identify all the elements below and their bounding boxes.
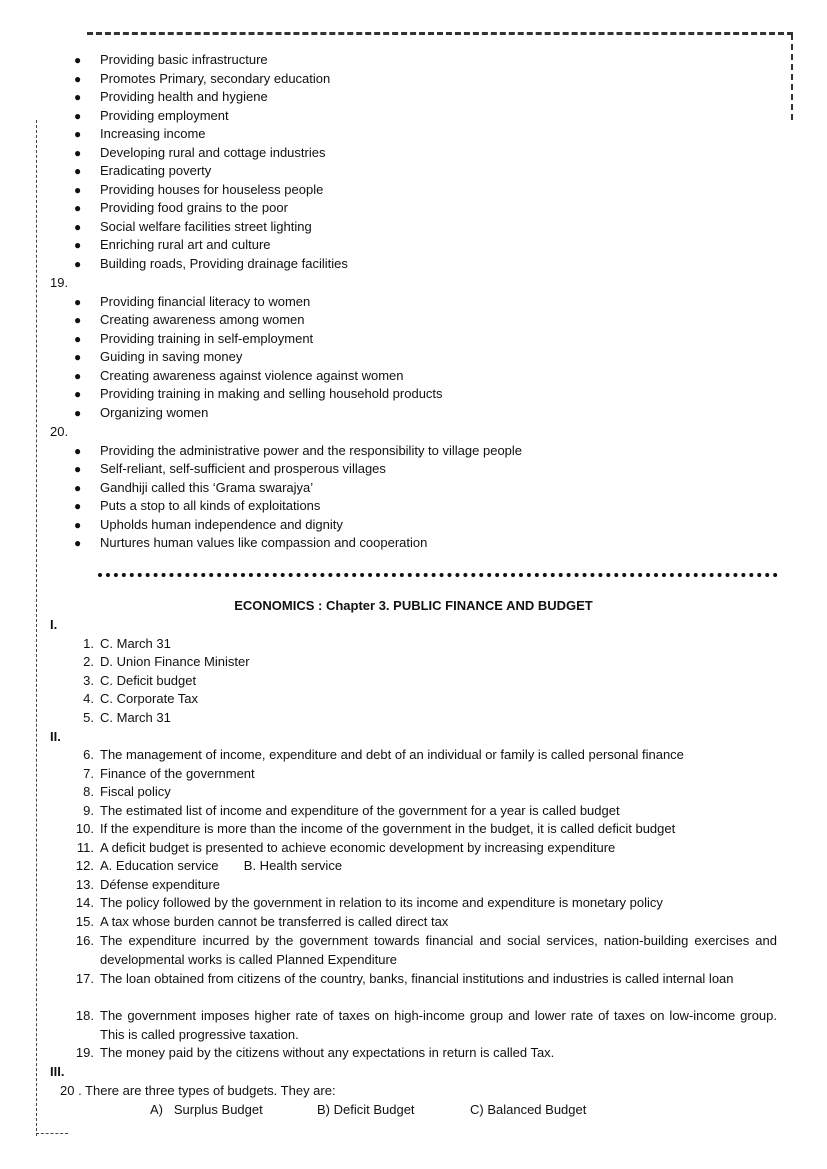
bullet-icon: ● (74, 90, 82, 104)
question-19-label: 19. (50, 275, 69, 290)
page-border-right (791, 34, 793, 120)
list-item-text-wrapped: The expenditure incurred by the government towards financial and social services, nation-building exercises and developmental works is called Planned Expenditure (100, 933, 777, 967)
section-separator (98, 573, 778, 577)
list-item-text-wrapped: The government imposes higher rate of taxes on high-income group and lower rate of taxes on low-income group. This is called progressive taxation. (100, 1008, 777, 1042)
bullet-icon: ● (74, 368, 82, 383)
bullet-icon: ● (74, 256, 82, 271)
bullet-icon: ● (74, 127, 82, 141)
page-border-left (36, 120, 37, 1136)
bullet-icon: ● (74, 480, 82, 495)
page-border-top (87, 32, 793, 35)
bullet-icon: ● (74, 182, 82, 197)
section-iii-label: III. (50, 1064, 65, 1079)
bullet-icon: ● (74, 219, 82, 234)
question-20-label: 20. (50, 424, 69, 439)
list-item-text-wrapped: The loan obtained from citizens of the country, banks, financial institutions and industries is called internal loan (100, 971, 734, 986)
bullet-icon: ● (74, 331, 82, 346)
bullet-icon: ● (74, 536, 82, 550)
bullet-icon: ● (74, 164, 82, 178)
section-ii-label: II. (50, 729, 61, 744)
bullet-icon: ● (74, 108, 82, 123)
bullet-icon: ● (74, 499, 82, 513)
bullet-icon: ● (74, 387, 82, 401)
bullet-icon: ● (74, 201, 82, 215)
bullet-icon: ● (74, 294, 82, 309)
bullet-icon: ● (74, 405, 82, 420)
page-border-bottom (36, 1133, 68, 1134)
bullet-icon: ● (74, 517, 82, 532)
balanced-budget: C) Balanced Budget (470, 1102, 587, 1117)
bullet-icon: ● (74, 313, 82, 327)
deficit-budget: B) Deficit Budget (317, 1102, 415, 1117)
section-i-label: I. (50, 617, 58, 632)
bullet-icon: ● (74, 350, 82, 364)
bullet-icon: ● (74, 462, 82, 476)
surplus-budget: A) Surplus Budget (150, 1102, 263, 1117)
bullet-icon: ● (74, 145, 82, 160)
bullet-icon: ● (74, 238, 82, 252)
bullet-icon: ● (74, 71, 82, 86)
bullet-icon: ● (74, 53, 82, 67)
chapter-heading: ECONOMICS : Chapter 3. PUBLIC FINANCE AND BUDGET (234, 598, 593, 613)
bullet-icon: ● (74, 443, 82, 458)
